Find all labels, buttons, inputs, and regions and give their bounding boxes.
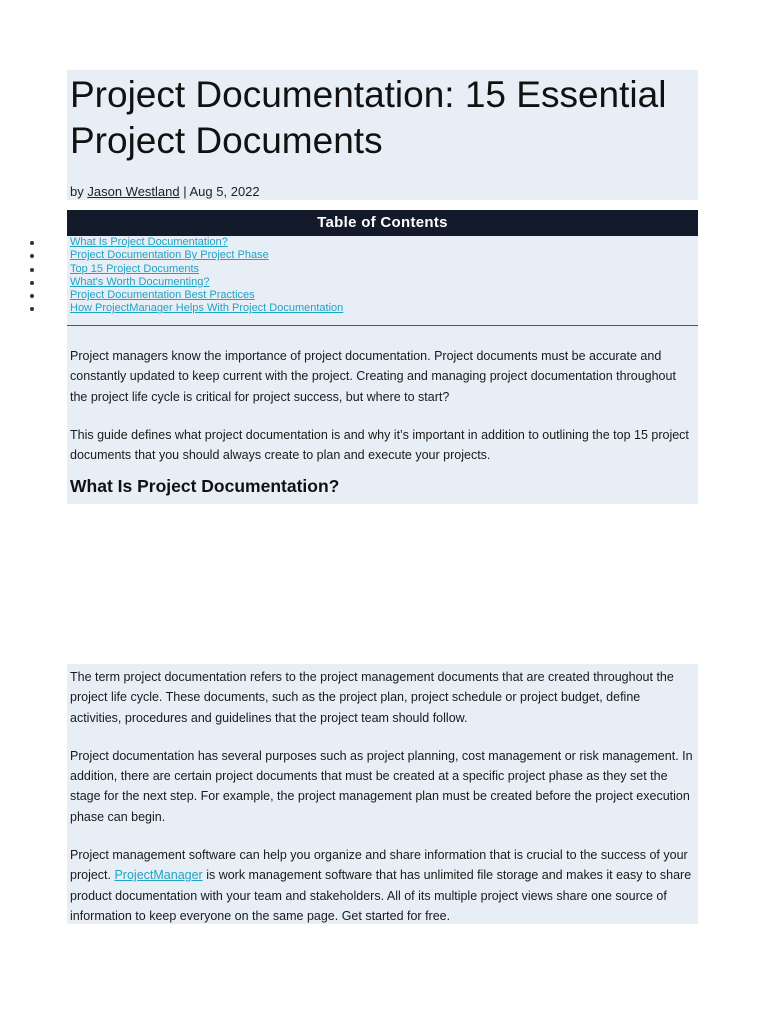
body-text: Project management software can help you organize and share information that is crucial to the success of your project. [70, 848, 688, 883]
body-paragraph: The term project documentation refers to the project management documents that are created throughout the project life cycle. These documents, such as the project plan, project schedule or project budget, define activities, procedures and guidelines that the project team should follow. [70, 670, 674, 725]
projectmanager-link[interactable]: ProjectManager [114, 868, 203, 883]
body-text: is work management software that has unlimited file storage and makes it easy to share product documentation with your team and stakeholders. All of its multiple project views share one source of information to keep everyone on the same page. Get started for free. [70, 868, 692, 923]
toc-link-what-is[interactable]: What Is Project Documentation? [70, 236, 228, 248]
section-heading: What Is Project Documentation? [70, 476, 340, 497]
author-link[interactable]: Jason Westland [87, 184, 180, 199]
intro-paragraph: This guide defines what project documentation is and why it’s important in addition to outlining the top 15 project documents that you should always create to plan and execute your projects. [70, 427, 689, 463]
toc-item [67, 302, 698, 315]
toc-heading: Table of Contents [67, 210, 698, 236]
intro-section [67, 326, 698, 504]
article-header [67, 70, 698, 200]
body-paragraph [70, 845, 695, 926]
byline-separator: | [179, 184, 190, 199]
byline [70, 184, 260, 199]
table-of-contents [67, 236, 698, 326]
toc-link-worth-documenting[interactable]: What's Worth Documenting? [70, 275, 210, 288]
toc-link-by-phase[interactable]: Project Documentation By Project Phase [70, 249, 269, 262]
toc-item [67, 249, 698, 262]
toc-item [67, 263, 698, 276]
byline-prefix: by [70, 184, 84, 199]
toc-link-top-15[interactable]: Top 15 Project Documents [70, 262, 200, 275]
section-body [67, 664, 698, 924]
toc-link-projectmanager-helps[interactable]: How ProjectManager Helps With Project Documentation [70, 302, 344, 315]
toc-link-best-practices[interactable]: Project Documentation Best Practices [70, 289, 255, 302]
toc-item [67, 289, 698, 302]
article-title: Project Documentation: 15 Essential Project Documents [70, 74, 667, 161]
intro-paragraph: Project managers know the importance of project documentation. Project documents must be accurate and constantly updated to keep current with the project. Creating and managing project documentation throughout the project life cycle is critical for project success, but where to start? [70, 349, 676, 404]
toc-item [67, 276, 698, 289]
body-paragraph: Project documentation has several purposes such as project planning, cost management or risk management. In addition, there are certain project documents that must be created at a specific project phase as they set the stage for the next step. For example, the project management plan must be created before the project execution phase can begin. [70, 748, 693, 824]
toc-item [67, 236, 698, 249]
publish-date: Aug 5, 2022 [189, 184, 260, 199]
